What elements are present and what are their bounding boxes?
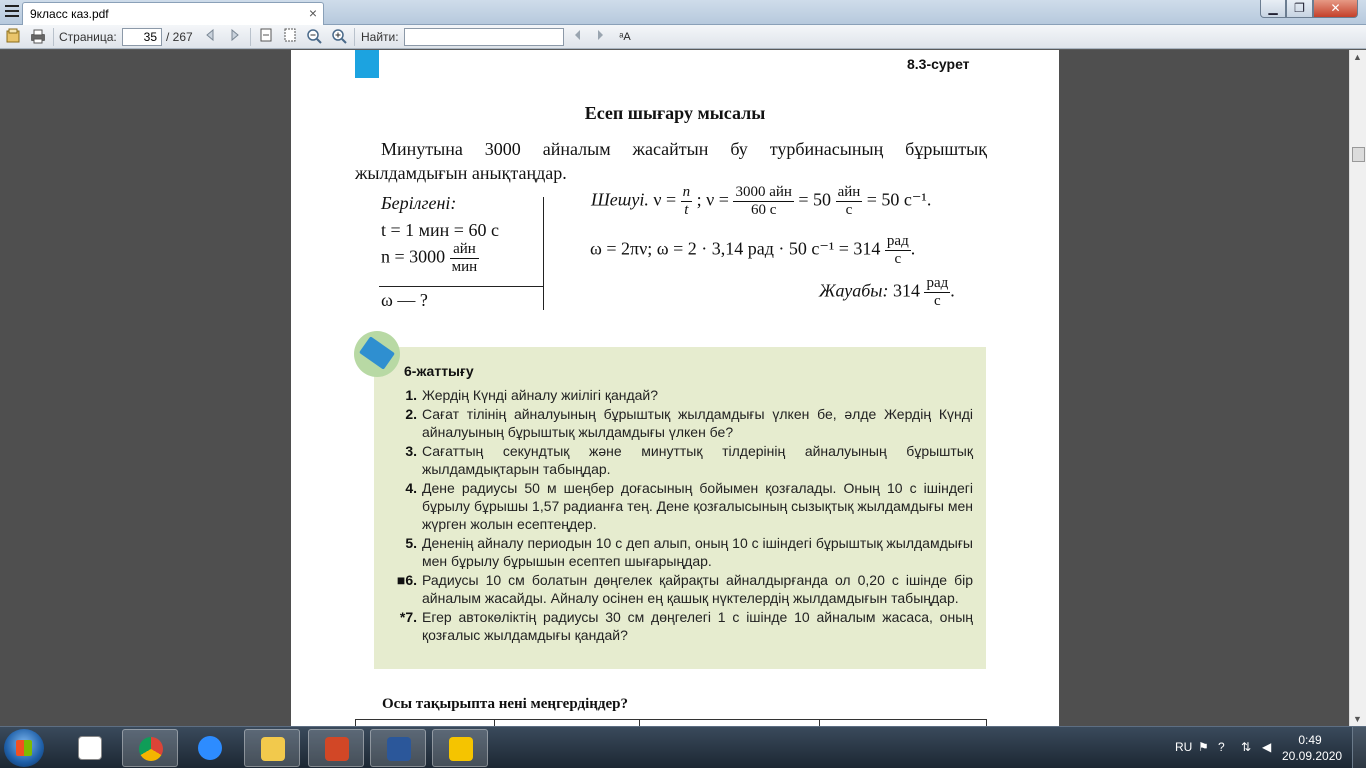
prev-icon[interactable]: [203, 28, 219, 46]
minimize-button[interactable]: ▁: [1260, 0, 1286, 18]
formula-text: = 50 с⁻¹.: [866, 189, 932, 210]
zoom-in-icon[interactable]: [331, 28, 347, 46]
close-button[interactable]: ✕: [1313, 0, 1358, 18]
exercise-list: [391, 386, 973, 645]
taskbar-pdf-reader[interactable]: [432, 729, 488, 767]
exercise-text: Жердің Күнді айналу жиілігі қандай?: [422, 387, 659, 403]
help-icon[interactable]: ?: [1218, 740, 1225, 754]
find-input[interactable]: [404, 28, 564, 46]
word-icon: [387, 737, 411, 761]
start-button[interactable]: [4, 729, 44, 767]
exercise-text: Радиусы 10 см болатын дөңгелек қайрақты айналдырғанда ол 0,20 с ішінде бір айналым жасайды. Айналу осінен ең қашық нүктелердің жылдамдығын табыңдар.: [422, 572, 973, 606]
formula-text: ω = 2πν; ω = 2 · 3,14 рад · 50 с⁻¹ = 314: [590, 238, 881, 259]
network-icon[interactable]: ⇅: [1241, 740, 1252, 754]
exercise-text: Сағаттың секундтық және минуттық тілдерінің айналуының бұрыштық жылдамдықтарын табыңдар.: [422, 443, 973, 477]
maximize-button[interactable]: ❐: [1286, 0, 1313, 18]
page-number-input[interactable]: 35: [122, 28, 162, 46]
given-n-prefix: n = 3000: [381, 246, 446, 267]
powerpoint-icon: [325, 737, 349, 761]
scroll-down-icon[interactable]: ▼: [1353, 714, 1362, 724]
taskbar-explorer[interactable]: [244, 729, 300, 767]
language-indicator[interactable]: RU: [1175, 740, 1193, 754]
taskbar: [0, 726, 1366, 768]
exercise-text: Дене радиусы 50 м шеңбер доғасының бойымен қозғалады. Оның 10 с ішіндегі бұрылу бұрышы 1,57 радианға тең. Дене қозғалысының сызықтық жылдамдығы мен жүрген жолын есептеңдер.: [422, 480, 973, 532]
taskbar-powerpoint[interactable]: [308, 729, 364, 767]
exercise-number: 1.: [405, 387, 417, 403]
exercise-item: [391, 534, 973, 570]
fraction: $\frac{\text{рад}}{с}$: [886, 233, 909, 267]
taskbar-word[interactable]: [370, 729, 426, 767]
exercise-pencil-icon: [354, 331, 400, 377]
flag-icon[interactable]: ⚑: [1198, 740, 1209, 754]
summary-table: [355, 719, 987, 726]
fit-page-icon[interactable]: [282, 28, 298, 46]
volume-icon[interactable]: ◀: [1262, 740, 1272, 754]
exercise-title: 6-жаттығу: [404, 363, 474, 379]
figure-label: 8.3-сурет: [907, 56, 970, 72]
taskbar-solitaire[interactable]: [62, 729, 118, 767]
given-divider: [543, 197, 544, 310]
next-icon[interactable]: [226, 28, 242, 46]
given-n-fraction: $\frac{\text{айн}}{\text{мин}}$: [451, 241, 478, 275]
exercise-number: 4.: [405, 480, 417, 496]
given-underline: [379, 286, 544, 287]
exercise-item: [391, 405, 973, 441]
search-next-icon[interactable]: [593, 28, 607, 46]
unknown-label: ω — ?: [381, 290, 428, 310]
exercise-number: 2.: [405, 406, 417, 422]
fit-width-icon[interactable]: [258, 28, 274, 46]
find-label: Найти:: [361, 30, 399, 44]
exercise-number: 3.: [405, 443, 417, 459]
exercise-text: Егер автокөліктің радиусы 30 см дөңгелегі 1 с ішінде 10 айналым жасаса, оның қозғалыс жылдамдығы қандай?: [422, 609, 973, 643]
folder-icon: [261, 737, 285, 761]
pdf-icon: [449, 737, 473, 761]
given-title: Берілгені:: [381, 193, 457, 213]
menu-icon[interactable]: [5, 5, 19, 19]
fraction: $\frac{\text{рад}}{с}$: [926, 275, 949, 309]
solution-label: Шешуі.: [591, 189, 649, 210]
fraction: $\frac{\text{3000 айн}}{60 с}$: [735, 184, 792, 218]
tab-title: 9класс каз.pdf: [30, 7, 109, 21]
show-desktop-button[interactable]: [1352, 727, 1366, 768]
chrome-icon: [139, 737, 163, 761]
problem-text: Минутына 3000 айналым жасайтын бу турбинасының бұрыштық жылдамдығын анықтаңдар.: [355, 139, 987, 183]
clock[interactable]: [1282, 732, 1343, 764]
section-heading: Есеп шығару мысалы: [584, 103, 766, 123]
summary-heading: Осы тақырыпта нені меңгердіңдер?: [382, 696, 628, 712]
save-icon[interactable]: [4, 28, 22, 46]
print-icon[interactable]: [28, 28, 48, 46]
zoom-icon: [198, 736, 222, 760]
blue-marker: [355, 50, 379, 78]
page-label: Страница:: [59, 30, 117, 44]
exercise-item: [391, 571, 973, 607]
fraction: $\frac{n}{t}$: [682, 184, 691, 218]
search-prev-icon[interactable]: [571, 28, 585, 46]
cards-icon: [78, 736, 102, 760]
exercise-text: Дененің айналу периодын 10 с деп алып, оның 10 с ішіндегі бұрыштық жылдамдығы мен бұрылу бұрышын есептеп шығарыңдар.: [422, 535, 973, 569]
exercise-item: [391, 386, 973, 404]
tab-close-icon[interactable]: ×: [308, 5, 317, 21]
page-total: / 267: [166, 30, 193, 44]
zoom-out-icon[interactable]: [306, 28, 322, 46]
formula-text: .: [950, 280, 955, 301]
solution-line-2: [590, 233, 915, 268]
formula-text: ν =: [653, 189, 677, 210]
document-tab[interactable]: [22, 2, 324, 25]
title-bar: [0, 0, 1366, 25]
pdf-page: [291, 50, 1059, 726]
exercise-item: [391, 479, 973, 533]
exercise-item: [391, 608, 973, 644]
given-line-n: [381, 241, 479, 276]
fraction: $\frac{\text{айн}}{с}$: [837, 184, 861, 218]
solution-line-1: [591, 184, 931, 219]
scroll-thumb[interactable]: [1352, 147, 1365, 162]
answer-value: 314: [892, 280, 920, 301]
exercise-number: *7.: [399, 609, 417, 625]
toolbar: [0, 25, 1366, 49]
answer-label: Жауабы:: [819, 280, 889, 301]
given-line-t: t = 1 мин = 60 с: [381, 220, 499, 240]
answer-line: [819, 275, 955, 310]
clock-time: 0:49: [1298, 733, 1322, 747]
formula-text: ; ν =: [696, 189, 729, 210]
taskbar-chrome[interactable]: [122, 729, 178, 767]
taskbar-zoom[interactable]: [182, 729, 238, 767]
clock-date: 20.09.2020: [1282, 749, 1343, 763]
scroll-up-icon[interactable]: ▲: [1353, 52, 1362, 62]
vertical-scrollbar[interactable]: [1349, 50, 1366, 726]
formula-text: .: [910, 238, 916, 259]
exercise-item: [391, 442, 973, 478]
formula-text: = 50: [798, 189, 832, 210]
exercise-text: Сағат тілінің айналуының бұрыштық жылдамдығы үлкен бе, әлде Жердің Күнді айналуының бұрыштық жылдамдығы үлкен бе?: [422, 406, 973, 440]
match-case-icon[interactable]: ᵃA: [619, 31, 631, 43]
exercise-number: ■6.: [396, 572, 417, 588]
exercise-number: 5.: [405, 535, 417, 551]
